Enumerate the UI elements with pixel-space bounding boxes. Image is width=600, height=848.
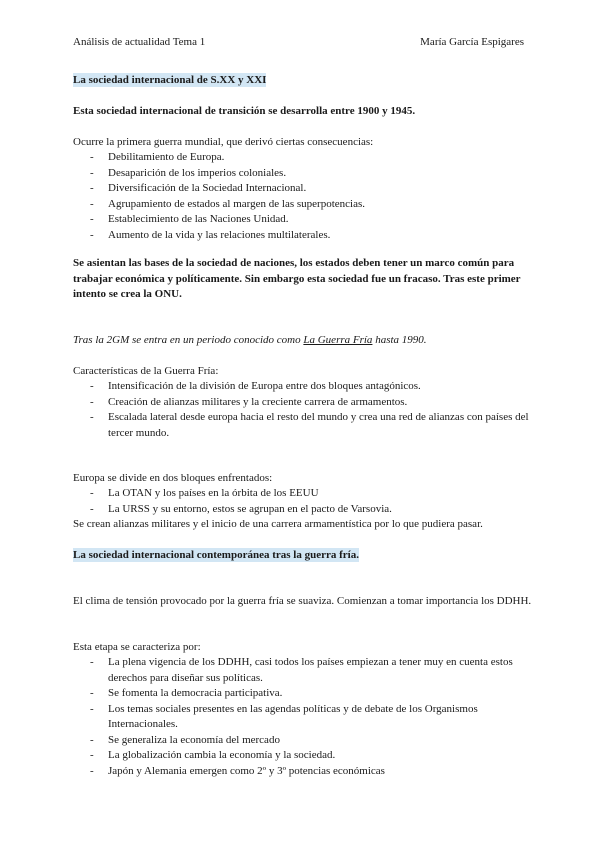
- cold-war-intro-prefix: Tras la 2GM se entra en un periodo conocido como: [73, 334, 304, 346]
- section2-closing: Se crean alianzas militares y el inicio de una carrera armamentística por lo que pudiera pasar.: [73, 518, 483, 530]
- section1-heading-text: La sociedad internacional de S.XX y XXI: [73, 74, 267, 86]
- section3-heading-text: La sociedad internacional contemporánea tras la guerra fría.: [73, 549, 359, 561]
- list-item: - Intensificación de la división de Europa entre dos bloques antagónicos.: [73, 379, 533, 395]
- list-item: - Establecimiento de las Naciones Unidad.: [73, 212, 533, 228]
- section3-heading: [73, 548, 533, 564]
- section1-subheading: Esta sociedad internacional de transición se desarrolla entre 1900 y 1945.: [73, 105, 416, 117]
- list-item: - Desaparición de los imperios coloniales.: [73, 166, 533, 182]
- list-item: - Aumento de la vida y las relaciones multilaterales.: [73, 228, 533, 244]
- section1-list: [73, 150, 533, 243]
- list-item: - La OTAN y los países en la órbita de los EEUU: [73, 486, 533, 502]
- list-item: - La globalización cambia la economía y la sociedad.: [73, 748, 533, 764]
- list-item: - Los temas sociales presentes en las agendas políticas y de debate de los Organismos Internacionales.: [73, 702, 533, 733]
- list-item: - Escalada lateral desde europa hacia el resto del mundo y crea una red de alianzas con países del tercer mundo.: [73, 410, 533, 441]
- section1-bold-paragraph: Se asientan las bases de la sociedad de naciones, los estados deben tener un marco común para trabajar económica y políticamente. Sin embargo esta sociedad fue un fracaso. Tras este primer intento se crea la ONU.: [73, 257, 521, 300]
- section1-intro: Ocurre la primera guerra mundial, que derivó ciertas consecuencias:: [73, 136, 374, 148]
- header-author: María García Espigares: [420, 36, 524, 48]
- list-item: - Se fomenta la democracia participativa.: [73, 686, 533, 702]
- list-item: - Creación de alianzas militares y la creciente carrera de armamentos.: [73, 395, 533, 411]
- cold-war-intro-suffix: hasta 1990.: [372, 334, 427, 346]
- stage-title: Esta etapa se caracteriza por:: [73, 641, 201, 653]
- header-course-title: Análisis de actualidad Tema 1: [73, 36, 206, 48]
- characteristics-title: Características de la Guerra Fría:: [73, 365, 219, 377]
- cold-war-term: La Guerra Fría: [303, 334, 373, 346]
- list-item: - La URSS y su entorno, estos se agrupan en el pacto de Varsovia.: [73, 502, 533, 518]
- blocks-title: Europa se divide en dos bloques enfrentados:: [73, 472, 273, 484]
- characteristics-list: [73, 379, 533, 441]
- list-item: - Se generaliza la economía del mercado: [73, 733, 533, 749]
- blocks-list: [73, 486, 533, 517]
- list-item: - La plena vigencia de los DDHH, casi todos los países empiezan a tener muy en cuenta estos derechos para diseñar sus políticas.: [73, 655, 533, 686]
- section3-intro: El clima de tensión provocado por la guerra fría se suaviza. Comienzan a tomar importancia los DDHH.: [73, 595, 532, 607]
- list-item: - Diversificación de la Sociedad Internacional.: [73, 181, 533, 197]
- list-item: - Debilitamiento de Europa.: [73, 150, 533, 166]
- stage-list: [73, 655, 533, 779]
- cold-war-intro: [73, 333, 533, 349]
- list-item: - Agrupamiento de estados al margen de las superpotencias.: [73, 197, 533, 213]
- section1-heading: [73, 73, 533, 89]
- list-item: - Japón y Alemania emergen como 2º y 3º potencias económicas: [73, 764, 533, 780]
